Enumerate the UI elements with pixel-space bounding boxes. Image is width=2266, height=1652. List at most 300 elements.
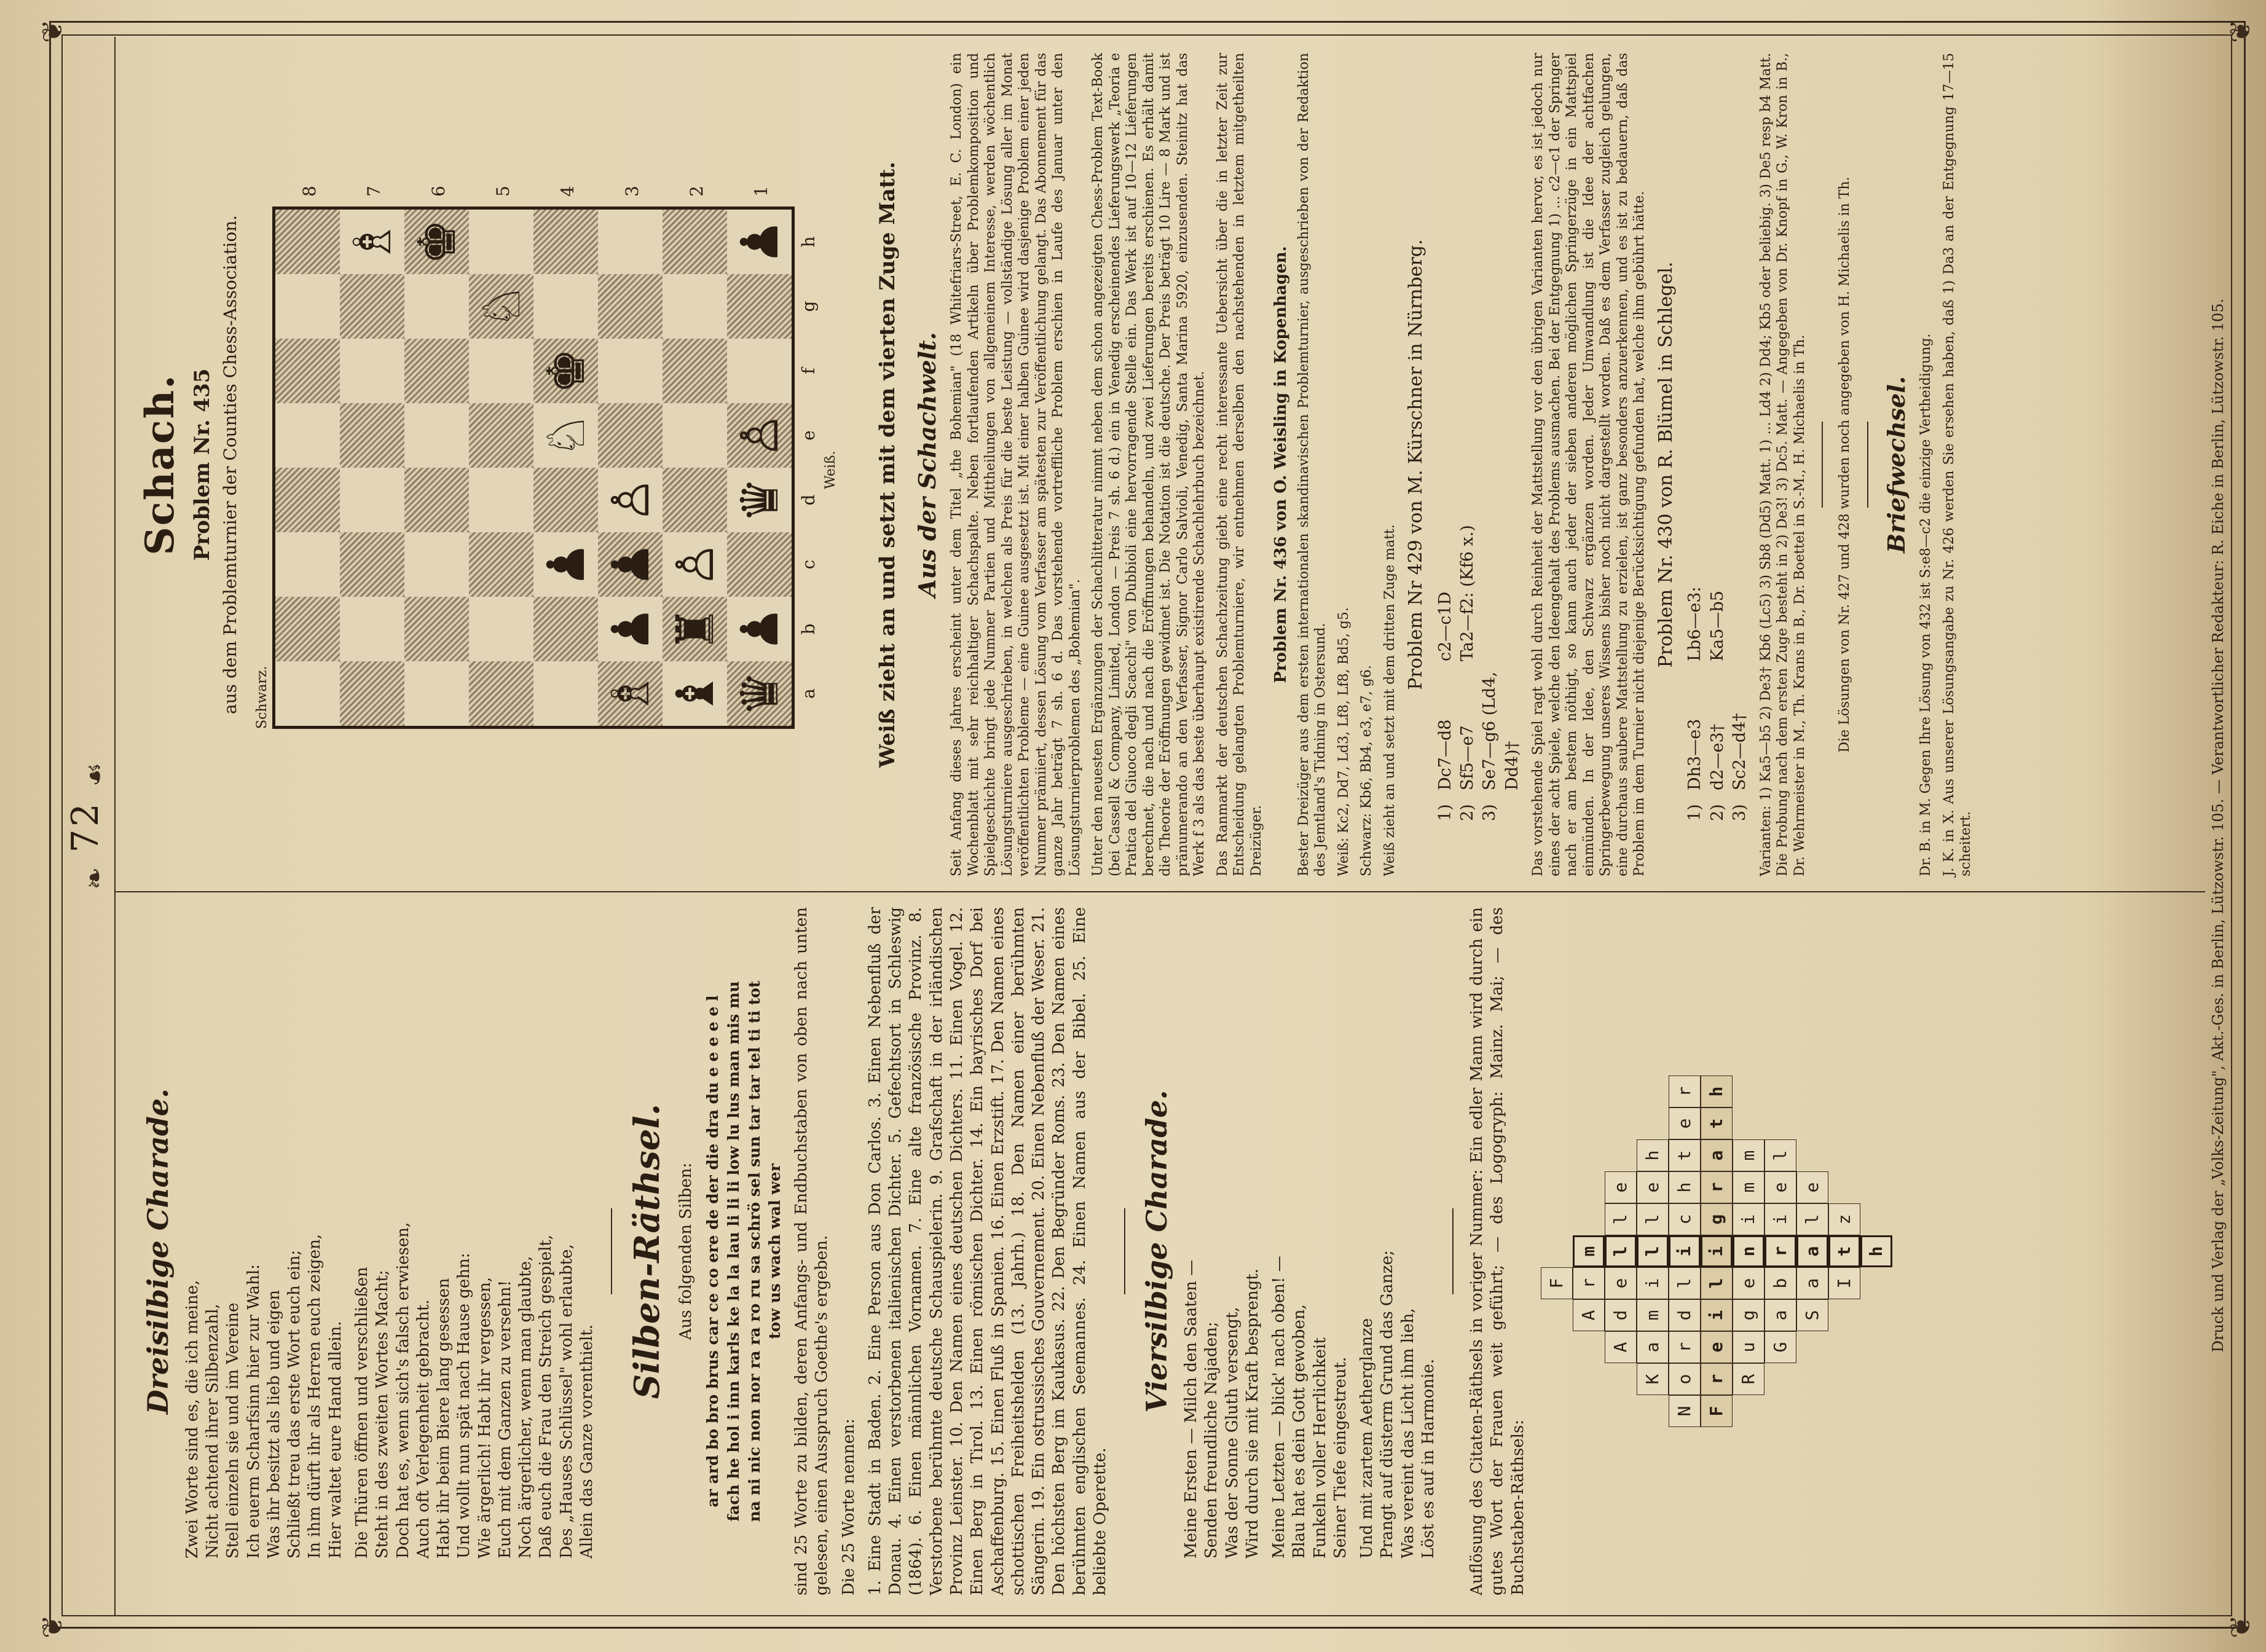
problem-429-title: Problem Nr 429 von M. Kürschner in Nürnberg. (1405, 239, 1427, 690)
poem-line: Des „Hauses Schlüssel" wohl erlaubte, (557, 1244, 576, 1559)
grid-cell (1637, 1395, 1669, 1427)
grid-cell (1860, 1331, 1892, 1363)
board-square (663, 597, 727, 661)
file-label: a (798, 688, 819, 699)
corner-ornament-icon: ❦ (36, 19, 69, 43)
board-square (533, 597, 598, 661)
grid-cell: S (1796, 1299, 1828, 1331)
grid-cell (1828, 1076, 1860, 1107)
grid-cell (1828, 1171, 1860, 1203)
problem-436-black: Schwarz: Kb6, Bb4, e3, e7, g6. (1359, 665, 1375, 876)
poem-line: Was vereint das Licht ihm lieh, (1398, 1308, 1417, 1559)
grid-cell (1764, 1363, 1796, 1395)
board-square (663, 403, 727, 468)
grid-cell: A (1573, 1299, 1605, 1331)
board-square (533, 661, 598, 726)
grid-cell (1733, 1076, 1764, 1107)
separator (1867, 422, 1868, 508)
poem-line: Zwei Worte sind es, die ich meine, (183, 1280, 202, 1559)
board-square (404, 339, 469, 403)
board-square (275, 468, 340, 532)
poem-line: Löst es auf in Harmonie. (1418, 1358, 1438, 1559)
problem-435-source: aus dem Problemturnier der Counties Chess-Association. (220, 214, 241, 715)
letter-puzzle-grid (1541, 907, 1892, 1595)
poem-line: Wie ärgerlich! Habt ihr vergessen, (475, 1276, 494, 1559)
grid-cell (1541, 1235, 1573, 1267)
board-square (469, 468, 533, 532)
grid-cell (1541, 1395, 1573, 1427)
grid-cell: t (1701, 1107, 1733, 1139)
grid-cell (1605, 1076, 1637, 1107)
chess-section-title: Schach. (137, 374, 183, 556)
board-square (340, 532, 404, 597)
poem-line: Allein das Ganze vorenthielt. (577, 1324, 596, 1559)
grid-cell: e (1733, 1267, 1764, 1299)
grid-cell: l (1637, 1203, 1669, 1235)
grid-cell: t (1669, 1139, 1701, 1171)
grid-cell (1541, 1299, 1573, 1331)
grid-cell: m (1733, 1139, 1764, 1171)
grid-cell: i (1669, 1235, 1701, 1267)
syllable-line: ar ard bo bro brus car ce co ere de der die dra du e e e e e l (704, 995, 722, 1508)
rank-label: 7 (364, 186, 385, 197)
problem-436-white: Weiß: Kc2, Dd7, Ld3, Lf8, Lf8, Bd5, g5. (1336, 607, 1351, 876)
chess-piece-icon: ♝ (664, 670, 725, 717)
poem-line: Schließt treu das erste Wort euch ein; (285, 1249, 304, 1559)
right-column (129, 53, 1981, 876)
board-square (340, 403, 404, 468)
rank-label: 1 (751, 186, 772, 197)
grid-cell (1573, 1139, 1605, 1171)
left-column (129, 907, 1901, 1595)
poem-line: Doch hat es, wenn sich's falsch erwiesen, (393, 1222, 412, 1559)
board-square (275, 210, 340, 274)
grid-cell: u (1733, 1331, 1764, 1363)
grid-cell: i (1764, 1203, 1796, 1235)
board-square (275, 403, 340, 468)
grid-cell (1541, 1331, 1573, 1363)
grid-cell: I (1828, 1267, 1860, 1299)
grid-cell: G (1764, 1331, 1796, 1363)
board-square (598, 532, 663, 597)
page-number: 72 (64, 801, 107, 853)
ornament-right-icon: ☙ (79, 762, 111, 787)
grid-cell (1860, 1107, 1892, 1139)
corner-ornament-icon: ❦ (36, 1615, 69, 1638)
charade3-title: Dreisilbige Charade. (141, 1088, 175, 1415)
grid-cell: R (1733, 1363, 1764, 1395)
file-label: g (798, 301, 819, 312)
grid-cell: r (1701, 1171, 1733, 1203)
grid-cell: m (1573, 1235, 1605, 1267)
grid-cell (1828, 1331, 1860, 1363)
syllable-line: na ni nic non nor ra ra ro ru sa schrö sel sun tar tar tel ti ti tot (745, 980, 763, 1522)
move-row: 1) Dc7—d8 c2—c1D (1435, 591, 1455, 821)
poem-line: Ich euerm Scharfsinn hier zur Wahl: (244, 1264, 263, 1559)
board-square (533, 403, 598, 468)
grid-cell: l (1605, 1235, 1637, 1267)
poem-line: Hier waltet eure Hand allein. (326, 1321, 345, 1559)
poem-line: Prangt auf düsterm Grund das Ganze; (1378, 1250, 1397, 1559)
board-square (340, 468, 404, 532)
board-square (727, 210, 792, 274)
grid-cell (1605, 1139, 1637, 1171)
grid-cell: h (1669, 1171, 1701, 1203)
separator (1452, 1208, 1454, 1294)
grid-cell: F (1701, 1395, 1733, 1427)
grid-cell (1764, 1395, 1796, 1427)
grid-cell: F (1541, 1267, 1573, 1299)
poem-line: Seiner Tiefe eingestreut. (1331, 1356, 1350, 1559)
board-square (275, 661, 340, 726)
grid-cell: a (1796, 1235, 1828, 1267)
board-square (533, 532, 598, 597)
problem-427-note: Die Lösungen von Nr. 427 und 428 wurden noch angegeben von H. Michaelis in Th. (1837, 176, 1852, 753)
grid-cell: g (1701, 1203, 1733, 1235)
schachwelt-paragraph: Das Ranmarkt der deutschen Schachzeitung giebt eine recht interessante Uebersicht über die in letzter Zeit zur Entscheidung gelangten Problemturniere, wir entnehmen derselben den nachstehenden in letztem mitgetheilten Dreizüger. (1214, 53, 1264, 876)
board-square (469, 403, 533, 468)
poem-line: Meine Ersten — Milch den Saaten — (1181, 1259, 1200, 1559)
grid-cell: d (1605, 1299, 1637, 1331)
header-rule (114, 37, 116, 1616)
poem-line: Nicht achtend ihrer Silbenzahl, (203, 1304, 222, 1559)
move-row: 2) Sf5—e7 Ta2—f2: (Kf6 x.) (1457, 525, 1477, 821)
syllable-line: fach he hol i inn karls ke la la lau li li li low lu lus man mis mu (724, 981, 742, 1522)
board-square (469, 597, 533, 661)
page-header (64, 0, 117, 1652)
problem-429-moves (1434, 53, 1524, 821)
grid-cell: e (1605, 1171, 1637, 1203)
board-square (663, 468, 727, 532)
board-square (598, 210, 663, 274)
grid-cell: i (1637, 1267, 1669, 1299)
board-square (598, 597, 663, 661)
rank-label: 6 (428, 186, 449, 197)
board-square (404, 468, 469, 532)
grid-cell (1828, 1395, 1860, 1427)
grid-cell (1573, 1171, 1605, 1203)
board-square (404, 661, 469, 726)
board-square (727, 468, 792, 532)
schachwelt-paragraph: Unter den neuesten Ergänzungen der Schachlitteratur nimmt neben dem schon angezeigten Chess-Problem Text-Book (bei Cassell & Company, Limited, London — Preis 7 sh. 6 d.) ein in Venedig erscheinendes Lieferungswerk „Teoria e Pratica del Giuoco degli Scacchi" von Dubbioli eine hervorragende Stelle ein. Das Werk ist auf 10—12 Lieferungen berechnet, die nach und nach die Eröffnungen behandeln, und zwei Lieferungen bereits erschienen. Es erhält damit die Theorie der Eröffnungen gewidmet ist. Die Notation ist die deutsche. Der Preis beträgt 10 Lire — 8 Mark und ist pränumerando an den Verfasser, Signor Carlo Salvioli, Venedig, Santa Marina 5920, einzusenden. Steinitz hat das Werk f 3 als das beste überhaupt existirende Schachlehrbuch bezeichnet. (1090, 53, 1208, 876)
grid-cell: g (1733, 1299, 1764, 1331)
grid-cell: l (1605, 1203, 1637, 1235)
grid-cell: n (1733, 1235, 1764, 1267)
poem-line: Habt ihr beim Biere lang gesessen (435, 1278, 454, 1559)
board-square (533, 274, 598, 339)
grid-cell (1828, 1139, 1860, 1171)
file-label: b (798, 623, 819, 635)
board-square (727, 274, 792, 339)
black-label: Schwarz. (254, 666, 270, 729)
grid-cell (1605, 1107, 1637, 1139)
board-square (404, 210, 469, 274)
chess-piece-icon: ♚ (406, 218, 467, 266)
grid-cell: r (1669, 1076, 1701, 1107)
silben-clues: 1. Eine Stadt in Baden. 2. Eine Person aus Don Carlos. 3. Einen Nebenfluß der Donau. 4. Einen verstorbenen italienischen Dichter. 5. Gefechtsort in Schleswig (1864). 6. Einen männlichen Vornamen. 7. Eine alte französische Provinz. 8. Verstorbene berühmte deutsche Schauspielerin. 9. Grafschaft in der irländischen Provinz Leinster. 10. Den Namen eines deutschen Dichters. 11. Einen Vogel. 12. Einen Berg in Tirol. 13. Einen römischen Dichter. 14. Ein bayrisches Dorf bei Aschaffenburg. 15. Einen Fluß in Spanien. 16. Einen Erzstift. 17. Den Namen eines schottischen Freiheitshelden (13. Jahrh.) 18. Den Namen einer berühmten Sängerin. 19. Ein ostrussisches Gouvernement. 20. Einen Nebenfluß der Weser. 21. Den höchsten Berg im Kaukasus. 22. Den Begründer Roms. 23. Den Namen eines berühmten englischen Seemannes. 24. Einen Namen aus der Bibel. 25. Eine beliebte Operette. (865, 907, 1109, 1595)
grid-cell (1764, 1107, 1796, 1139)
board-square (340, 339, 404, 403)
board-square (533, 339, 598, 403)
chess-piece-icon: ♛ (729, 476, 790, 524)
grid-cell: l (1764, 1139, 1796, 1171)
grid-cell (1541, 1107, 1573, 1139)
file-label: h (798, 236, 819, 248)
grid-cell (1637, 1076, 1669, 1107)
charade3-poem (183, 907, 597, 1559)
file-label: d (798, 494, 819, 506)
grid-cell (1828, 1107, 1860, 1139)
chess-piece-icon: ♘ (535, 412, 596, 459)
white-label: Weiß. (823, 450, 839, 489)
ornament-left-icon: ❧ (79, 867, 111, 890)
grid-cell: b (1764, 1267, 1796, 1299)
board-square (598, 661, 663, 726)
chess-piece-icon: ♟ (535, 541, 596, 588)
poem-line: Auch oft Verlegenheit gebracht. (414, 1299, 433, 1559)
chess-piece-icon: ♟ (729, 218, 790, 266)
grid-cell (1541, 1171, 1573, 1203)
grid-cell (1573, 1203, 1605, 1235)
grid-cell (1860, 1299, 1892, 1331)
board-square (663, 661, 727, 726)
separator (611, 1208, 612, 1294)
board-square (404, 597, 469, 661)
poem-line: Noch ärgerlicher, wenn man glaubte, (516, 1256, 535, 1559)
problem-429-note: Das vorstehende Spiel ragt wohl durch Reinheit der Mattstellung vor den übrigen Varianten hervor, es ist jedoch nur eines der acht Spiele, welche den Ideengehalt des Problems ausmachen. Bei der Entgegnung 1) ... c2—c1 der Springer nach er am bestem nöthigt, so kann auch jeder der sieben anderen möglichen Springerzüge in ein Mattspiel einmünden. In der Idee, den Schwarz ergänzen worden. Jeder Umwandlung ist die Idee der achtfachen Springerbewegung unseres Wissens bisher noch nicht dargestellt worden. Daß es dem Verfasser zugleich gelungen, eine durchaus saubere Mattstellung zu erzielen, ist ganz besonders anzuerkennen, und es ist zu bedauern, daß das Problem im dem Turnier nicht diejenige Berücksichtigung gefunden hat, welche ihm gebührt hätte. (1530, 53, 1648, 876)
grid-cell (1860, 1076, 1892, 1107)
board-square (275, 597, 340, 661)
grid-cell (1573, 1363, 1605, 1395)
rank-label: 5 (493, 186, 514, 197)
separator (1822, 422, 1823, 508)
chess-piece-icon: ♙ (600, 476, 661, 524)
silben-intro: Aus folgenden Silben: (676, 1162, 695, 1340)
poem-line: Und wollt nun spät nach Hause gehn: (455, 1253, 474, 1559)
grid-cell (1796, 1107, 1828, 1139)
briefwechsel-title: Briefwechsel. (1882, 376, 1910, 553)
column-divider (116, 891, 2205, 892)
grid-cell: r (1573, 1267, 1605, 1299)
chess-piece-icon: ♘ (471, 283, 532, 330)
board-square (469, 661, 533, 726)
problem-430-title: Problem Nr. 430 von R. Blümel in Schlegel. (1654, 261, 1677, 668)
grid-cell (1860, 1363, 1892, 1395)
rank-label: 8 (299, 186, 320, 197)
silben-list-intro: Die 25 Worte nennen: (839, 1418, 858, 1595)
grid-cell: z (1828, 1203, 1860, 1235)
grid-cell (1541, 1363, 1573, 1395)
stipulation: Weiß zieht an und setzt mit dem vierten Zuge Matt. (875, 161, 900, 768)
silben-title: Silben-Räthsel. (627, 1103, 668, 1399)
grid-cell: l (1796, 1203, 1828, 1235)
grid-cell: m (1733, 1171, 1764, 1203)
chess-piece-icon: ♙ (729, 412, 790, 459)
board-square (663, 532, 727, 597)
board-square (404, 403, 469, 468)
board-square (663, 274, 727, 339)
board-square (469, 210, 533, 274)
move-row: 1) Dh3—e3 Lb6—e3: (1685, 586, 1705, 821)
grid-cell (1541, 1203, 1573, 1235)
briefwechsel-entry: Dr. B. in M. Gegen Ihre Lösung von 432 ist S:e8—c2 die einzige Vertheidigung. (1918, 333, 1934, 876)
problem-436-title: Problem Nr. 436 von O. Weisling in Kopenhagen. (1272, 246, 1291, 683)
board-square (663, 339, 727, 403)
grid-cell (1796, 1331, 1828, 1363)
imprint-footer: Druck und Verlag der „Volks-Zeitung", Akt.-Ges. in Berlin, Lützowstr. 105. — Verantwortlicher Redakteur: R. Eiche in Berlin, Lützowstr. 105. (2209, 298, 2227, 1353)
board-square (340, 274, 404, 339)
poem-line: Steht in des zweiten Wortes Macht; (373, 1270, 392, 1559)
poem-line: Die Thüren öffnen und verschließen (353, 1267, 371, 1559)
poem-line: Senden freundliche Najaden; (1202, 1321, 1221, 1559)
grid-cell (1860, 1139, 1892, 1171)
problem-430-note: Varianten: 1) Ka5—b5 2) De3† Kb6 (Lc5) 3) Sb8 (Dd5) Matt. 1) ... Ld4 2) Dd4; Kb5 oder beliebig. 3) De5 resp b4 Matt. Die Probung nach dem ersten Zuge besteht in 2) De3! 3) Dc5. Matt. — Angegeben von Dr. Knopf in G., W. Kron in B., Dr. Wehrmeister in M., Th. Krans in B., Dr. Boettel in S.-M., H. Michaelis in Th. (1758, 53, 1808, 876)
silben-instruction: sind 25 Worte zu bilden, deren Anfangs- und Endbuchstaben von oben nach unten gelesen, einen Ausspruch Goethe's ergeben. (792, 907, 832, 1595)
board-square (469, 339, 533, 403)
syllable-line: tow us wach wal wer (766, 1163, 784, 1339)
letter-grid (1541, 1076, 1892, 1427)
problem-436-source: Bester Dreizüger aus dem ersten internationalen skandinavischen Problemturnier, ausgeschrieben von der Redaktion des Jemtland's Tidning in Ostersund. (1296, 53, 1329, 876)
move-row: 3) Sc2—d4† (1730, 713, 1750, 821)
board-square (275, 274, 340, 339)
poem-line: Was ihr besitzt als lieb und eigen (264, 1289, 283, 1559)
grid-cell: N (1669, 1395, 1701, 1427)
grid-cell (1796, 1395, 1828, 1427)
grid-cell (1796, 1363, 1828, 1395)
grid-cell: e (1764, 1171, 1796, 1203)
grid-cell (1605, 1363, 1637, 1395)
solution-text: Auflösung des Citaten-Räthsels in voriger Nummer: Ein edler Mann wird durch ein gutes Wort der Frauen weit geführt; — des Logogryph: Mainz. Mai; — des Buchstaben-Räthsels: (1468, 907, 1527, 1595)
board-square (340, 597, 404, 661)
grid-cell (1573, 1331, 1605, 1363)
chess-piece-icon: ♚ (535, 347, 596, 395)
charade4-poem (1181, 907, 1439, 1559)
board-square (533, 210, 598, 274)
grid-cell: h (1701, 1076, 1733, 1107)
rank-label: 3 (622, 186, 643, 197)
grid-cell: a (1637, 1331, 1669, 1363)
board-square (598, 339, 663, 403)
grid-cell (1828, 1363, 1860, 1395)
grid-cell (1828, 1299, 1860, 1331)
schachwelt-paragraph: Seit Anfang dieses Jahres erscheint unter dem Titel „the Bohemian" (18 Whitefriars-Street, E. C. London) ein Wochenblatt mit sehr reichhaltiger Schachspalte. Neben fortlaufenden Artikeln über Problemkomposition und Spielgeschichte bringt jede Nummer Partien und Mittheilungen von allgemeinem Interesse, werden wöchentlich Lösungsturniere ausgeschrieben, in welchen als Preis für die beste Leistung — vollständige Lösung aller im Monat veröffentlichten Probleme — eine Guinee ausgesetzt ist. Mit einer halben Guinee wird dasjenige Problem einer jeden Nummer prämiiert, dessen Lösung vom Verfasser am spätesten zur Veröffentlichung gelangt. Das Abonnement für das ganze Jahr beträgt 7 sh. 6 d. Das vorstehende vortreffliche Problem erschien in Laufe des Januar unter den Lösungsturnierproblemen des „Bohemian". (949, 53, 1083, 876)
board-square (598, 468, 663, 532)
board-square (340, 210, 404, 274)
board-square (404, 274, 469, 339)
problem-430-moves (1684, 53, 1751, 821)
file-label: e (798, 430, 819, 441)
board-square (275, 532, 340, 597)
grid-cell (1796, 1076, 1828, 1107)
board-square (340, 661, 404, 726)
grid-cell: a (1796, 1267, 1828, 1299)
poem-line: Was der Sonne Gluth versengt, (1222, 1307, 1241, 1559)
poem-line: Daß euch die Frau den Streich gespielt, (537, 1234, 556, 1559)
grid-cell: i (1733, 1203, 1764, 1235)
grid-cell (1733, 1107, 1764, 1139)
board-square (727, 339, 792, 403)
grid-cell: A (1605, 1331, 1637, 1363)
grid-cell: i (1701, 1299, 1733, 1331)
board-square (469, 274, 533, 339)
grid-cell: l (1669, 1267, 1701, 1299)
charade4-title: Viersilbige Charade. (1140, 1090, 1174, 1413)
chess-piece-icon: ♟ (600, 605, 661, 653)
poem-line: Meine Letzten — blick' nach oben! — (1270, 1256, 1289, 1559)
chess-piece-icon: ♗ (342, 218, 403, 266)
grid-cell: d (1669, 1299, 1701, 1331)
grid-cell: h (1637, 1139, 1669, 1171)
corner-ornament-icon: ❦ (2224, 19, 2257, 43)
problem-436-stipulation: Weiß zieht an und setzt mit dem dritten Zuge matt. (1382, 524, 1398, 876)
grid-cell: a (1701, 1139, 1733, 1171)
grid-cell: h (1860, 1235, 1892, 1267)
grid-cell (1796, 1139, 1828, 1171)
grid-cell: c (1669, 1203, 1701, 1235)
grid-cell (1860, 1203, 1892, 1235)
chess-piece-icon: ♗ (600, 670, 661, 717)
chess-piece-icon: ♟ (729, 605, 790, 653)
board-square (275, 339, 340, 403)
poem-line: Stell einzeln sie und im Vereine (224, 1302, 243, 1559)
grid-cell: i (1701, 1235, 1733, 1267)
grid-cell (1541, 1139, 1573, 1171)
poem-line: Und mit zartem Aetherglanze (1358, 1318, 1377, 1559)
grid-cell: r (1764, 1235, 1796, 1267)
board-square (598, 274, 663, 339)
chess-piece-icon: ♟ (600, 541, 661, 588)
grid-cell: l (1637, 1235, 1669, 1267)
briefwechsel-entry: J. K. in X. Aus unserer Lösungsangabe zu Nr. 426 werden Sie ersehen haben, daß 1) Da3 an der Entgegnung 17—15 scheitert. (1941, 53, 1974, 876)
grid-cell (1541, 1076, 1573, 1107)
grid-cell (1860, 1395, 1892, 1427)
move-row: 2) d2—e3† Ka5—b5 (1707, 591, 1727, 821)
poem-line: In ihm dürft ihr als Herren euch zeigen, (305, 1233, 325, 1559)
chess-piece-icon: ♛ (729, 670, 790, 717)
chess-diagram (254, 157, 868, 772)
board-square (727, 661, 792, 726)
poem-line: Blau hat es dein Gott gewoben, (1290, 1304, 1309, 1559)
grid-cell: l (1701, 1267, 1733, 1299)
poem-line: Wird durch sie mit Kraft besprengt. (1243, 1268, 1262, 1559)
board-square (727, 532, 792, 597)
grid-cell: r (1669, 1331, 1701, 1363)
grid-cell: t (1828, 1235, 1860, 1267)
grid-cell (1573, 1107, 1605, 1139)
separator (1124, 1208, 1125, 1294)
chessboard (272, 206, 795, 729)
board-square (727, 403, 792, 468)
grid-cell: m (1637, 1299, 1669, 1331)
grid-cell (1573, 1395, 1605, 1427)
syllable-list (702, 919, 785, 1583)
board-square (598, 403, 663, 468)
chess-piece-icon: ♜ (664, 605, 725, 653)
grid-cell: e (1637, 1171, 1669, 1203)
grid-cell: a (1764, 1299, 1796, 1331)
move-row: 3) Se7—g6 (Ld4, Dd4)† (1480, 671, 1522, 821)
grid-cell: e (1701, 1331, 1733, 1363)
board-square (469, 532, 533, 597)
poem-line: Euch mit dem Ganzen zu versehn! (495, 1280, 514, 1559)
grid-cell (1860, 1171, 1892, 1203)
grid-cell: e (1669, 1107, 1701, 1139)
grid-cell: o (1669, 1363, 1701, 1395)
grid-cell (1605, 1395, 1637, 1427)
grid-cell: e (1605, 1267, 1637, 1299)
grid-cell (1733, 1395, 1764, 1427)
board-square (727, 597, 792, 661)
